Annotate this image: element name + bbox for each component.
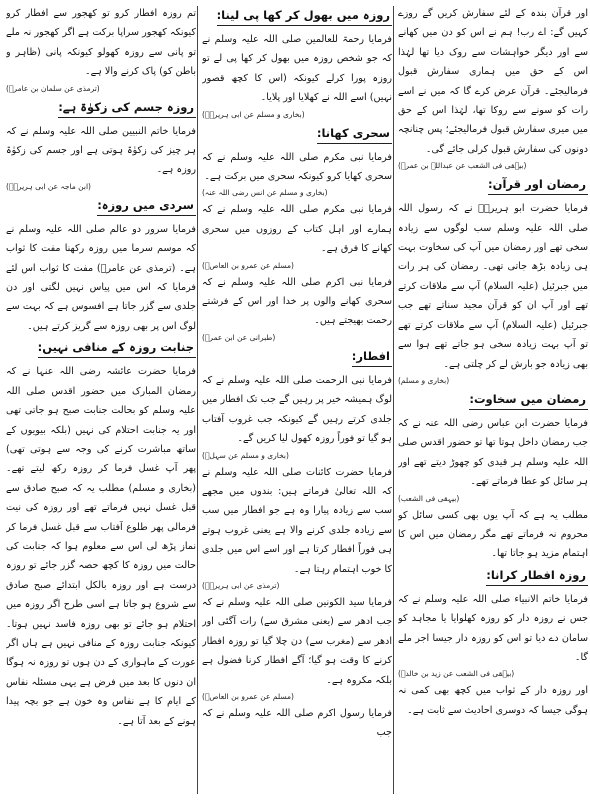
heading-block	[202, 4, 392, 28]
section-heading: روزہ میں بھول کر کھا پی لینا:	[217, 7, 392, 26]
heading-block	[398, 388, 588, 412]
column-left	[6, 4, 196, 796]
body-paragraph: فرمایا سید الکونین صلی اللہ علیہ وسلم نے کہ جب ادھر سے (یعنی مشرق سے) رات آگئی اور ادھر سے (مغرب سے) دن چلا گیا تو روزہ افطار کرنے کا وقت ہو گیا؛ آگے افطار کرنا فضول ہے بلکہ مکروہ ہے۔	[202, 596, 392, 686]
body-paragraph: فرمایا نبی مکرم صلی اللہ علیہ وسلم نے کہ سحری کھایا کرو کیونکہ سحری میں برکت ہے۔	[202, 151, 392, 183]
hadith-reference: (بخاری و مسلم عن سہلؓ)	[202, 450, 289, 460]
hadith-reference: (ترمذی عن ابی ہریرہؓ)	[202, 580, 280, 590]
heading-block	[6, 96, 196, 120]
body-paragraph: تم روزہ افطار کرو تو کھجور سے افطار کرو کیونکہ کھجور سراپا برکت ہے اگر کھجور نہ ملے تو پانی سے روزہ کھولو کیونکہ پانی (ظاہر و باطن کو) پاک کرنے والا ہے۔	[6, 8, 196, 78]
section-heading: رمضان میں سخاوت:	[469, 391, 588, 410]
body-paragraph: فرمایا خاتم الانبیاء صلی اللہ علیہ وسلم نے کہ جس نے روزہ دار کو روزہ کھلوایا یا مجاہد کو سامان دے دیا تو اس کو روزہ دار جیسا اجر ملے گا۔	[398, 593, 588, 663]
heading-block	[398, 173, 588, 197]
hadith-reference: (بخاری و مسلم)	[398, 375, 450, 385]
hadith-reference: (بخاری و مسلم عن ابی ہریرہؓ)	[202, 109, 305, 119]
hadith-reference: (بیہقی فی الشعب عن عبداللہ بن عمرؓ)	[398, 161, 527, 171]
column-divider	[197, 6, 198, 794]
column-middle	[202, 4, 392, 796]
column-divider	[393, 6, 394, 794]
column-right	[398, 4, 588, 796]
hadith-reference: (طبرانی عن ابن عمرؓ)	[202, 332, 276, 342]
hadith-reference: (ابن ماجہ عن ابی ہریرہؓ)	[6, 181, 91, 191]
hadith-reference: (مسلم عن عمرو بن العاصؓ)	[202, 691, 294, 701]
section-heading: افطار:	[352, 348, 392, 367]
heading-block	[202, 122, 392, 146]
section-heading: جنابت روزہ کے منافی نہیں:	[38, 339, 196, 358]
body-paragraph: فرمایا رسول اکرم صلی اللہ علیہ وسلم نے کہ جب	[202, 707, 392, 739]
body-paragraph: اور قرآن بندہ کے لئے سفارش کریں گے روزے کہیں گے: اے رب! ہم نے اس کو دن میں کھانے سے اور دیگر خواہشات سے روک دیا تھا لہٰذا اس کے حق میں ہماری سفارش قبول فرمالیجئے۔ قرآن عرض کرے گا کہ میں نے اسے رات کو سونے سے روکا تھا، لہٰذا اس کے حق میں میری سفارش قبول فرمالیجئے؛ پس چنانچہ دونوں کی سفارش قبول کرلی جائے گی۔	[398, 8, 588, 155]
heading-block	[202, 345, 392, 369]
section-heading: سردی میں روزہ:	[97, 197, 196, 216]
heading-block	[6, 336, 196, 360]
body-paragraph: فرمایا حضرت ابو ہریرہؓ نے کہ رسول اللہ صلی اللہ علیہ وسلم سب لوگوں سے زیادہ سخی تھے اور رمضان میں آپ کی سخاوت بہت ہی زیادہ بڑھ جاتی تھی۔ رمضان کی ہر رات میں جبرئیل (علیہ السلام) آپ سے ملاقات کرتے تھے اور آپ ان کو قرآن مجید سناتے تھے جب جبرئیل (علیہ السلام) آپ سے ملاقات کرتے تھے تو آپ بہت زیادہ سخی ہو جاتے تھے ہوا سے بھی زیادہ جو بارش لے کر چلتی ہے۔	[398, 203, 588, 370]
body-paragraph: فرمایا رحمۃ للعالمین صلی اللہ علیہ وسلم نے کہ جو شخص روزہ میں بھول کر کھا پی لے تو روزہ پورا کرلے کیونکہ (اس کا کچھ قصور نہیں) اسے اللہ نے کھلایا اور پلایا۔	[202, 34, 392, 104]
body-paragraph: فرمایا خاتم النبیین صلی اللہ علیہ وسلم نے کہ ہر چیز کی زکوٰۃ ہوتی ہے اور جسم کی زکوٰۃ روزہ ہے۔	[6, 125, 196, 176]
section-heading: سحری کھانا:	[317, 125, 392, 144]
hadith-reference: (بیہقی فی الشعب)	[398, 493, 460, 503]
section-heading: رمضان اور قرآن:	[488, 176, 588, 195]
body-paragraph: مطلب یہ ہے کہ آپ یوں بھی کسی سائل کو محروم نہ فرماتے تھے مگر رمضان میں اس کا اہتمام مزید ہو جاتا تھا۔	[398, 509, 588, 560]
hadith-reference: (بخاری و مسلم عن انس رضی اللہ عنہ)	[202, 188, 328, 198]
body-paragraph: اور روزہ دار کے ثواب میں کچھ بھی کمی نہ ہوگی جیسا کہ دوسری احادیث سے ثابت ہے۔	[398, 685, 588, 716]
body-paragraph: فرمایا حضرت ابن عباس رضی اللہ عنہ نے کہ جب رمضان داخل ہوتا تھا تو حضور اقدس صلی اللہ علیہ وسلم ہر قیدی کو چھوڑ دیتے تھے اور ہر سائل کو عطا فرماتے تھے۔	[398, 417, 588, 488]
body-paragraph: فرمایا حضرت کائنات صلی اللہ علیہ وسلم نے کہ اللہ تعالیٰ فرماتے ہیں: بندوں میں مجھے سب سے زیادہ پیارا وہ ہے جو افطار میں سب سے زیادہ جلدی کرنے والا ہے یعنی غروب ہوتے ہی فوراً افطار کرتا ہے اور اسے اس میں جلدی کا خوب اہتمام رہتا ہے۔	[202, 466, 392, 575]
body-paragraph: فرمایا حضرت عائشہ رضی اللہ عنہا نے کہ رمضان المبارک میں حضور اقدس صلی اللہ علیہ وسلم کو بحالت جنابت صبح ہو جاتی تھی اور یہ جنابت احتلام کی نہیں (بلکہ بیویوں کے ساتھ مباشرت کرنے کی وجہ سے ہوتی تھی) پھر آپ غسل فرما کر روزہ رکھ لیتے تھے۔ (بخاری و مسلم) مطلب یہ کہ صبح صادق سے قبل غسل نہیں فرماتے تھے اور روزہ کی نیت فرمالی پھر طلوع آفتاب سے قبل غسل فرما کر نماز پڑھ لی اس سے معلوم ہوا کہ جنابت کی حالت میں روزہ کا کچھ حصہ گزر جائے تو روزہ درست ہے اور روزہ بالکل ابتدائے صبح صادق سے شروع ہو جاتا ہے اسی طرح اگر روزہ میں احتلام ہو جائے تو بھی روزہ فاسد نہیں ہوتا۔ کیونکہ جنابت روزہ کے منافی نہیں ہے ہاں اگر عورت کے ماہواری کے دن ہوں تو روزہ نہ ہوگا ان دنوں کا بعد میں فرض ہے یہی مسئلہ نفاس کے ایام کا ہے نفاس وہ خون ہے جو بچہ پیدا ہونے کے بعد آتا ہے۔	[6, 366, 196, 727]
section-heading: روزہ جسم کی زکوٰۃ ہے:	[58, 99, 196, 118]
section-heading: روزہ افطار کرانا:	[486, 567, 588, 586]
hadith-reference: (بیہقی فی الشعب عن زید بن خالدؓ)	[398, 669, 515, 679]
body-paragraph: فرمایا نبی اکرم صلی اللہ علیہ وسلم نے کہ سحری کھانے والوں پر خدا اور اس کے فرشتے رحمت بھیجتے ہیں۔	[202, 276, 392, 327]
heading-block	[6, 194, 196, 218]
body-paragraph: فرمایا سرور دو عالم صلی اللہ علیہ وسلم نے کہ موسم سرما میں روزہ رکھنا مفت کا ثواب ہے۔ (ترمذی عن عامرؓ) مفت کا ثواب اس لئے فرمایا کہ اس میں پیاس نہیں لگتی اور دن جلدی سے گزر جاتا ہے افسوس ہے کہ بہت سے لوگ اس پر بھی روزہ سے گریز کرتے ہیں۔	[6, 223, 196, 332]
hadith-reference: (ترمذی عن سلمان بن عامرؓ)	[6, 83, 100, 93]
heading-block	[398, 564, 588, 588]
body-paragraph: فرمایا نبی مکرم صلی اللہ علیہ وسلم نے کہ ہمارے اور اہل کتاب کے روزوں میں سحری کھانے کا فرق ہے۔	[202, 204, 392, 255]
hadith-reference: (مسلم عن عمرو بن العاصؓ)	[202, 260, 294, 270]
body-paragraph: فرمایا نبی الرحمت صلی اللہ علیہ وسلم نے کہ لوگ ہمیشہ خیر پر رہیں گے جب تک افطار میں جلدی کرتے رہیں گے کیونکہ جب غروب آفتاب ہو گیا تو فوراً روزہ کھول لیا کریں گے۔	[202, 374, 392, 445]
